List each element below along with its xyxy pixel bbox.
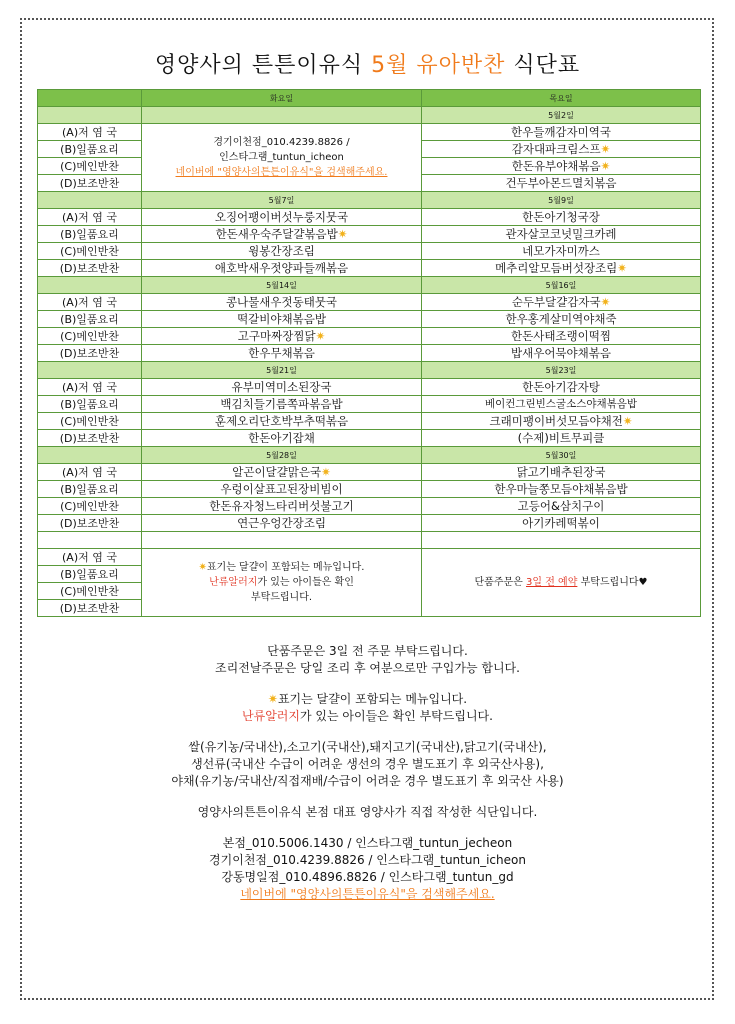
- menu-item: 윙봉간장조림: [142, 243, 422, 260]
- menu-item: 한우홍게살미역야채죽: [422, 311, 701, 328]
- table-row: (B)일품요리 한돈새우숙주달걀볶음밥✷ 관자살코코넛밀크카레: [38, 226, 701, 243]
- menu-item: 고등어&삼치구이: [422, 498, 701, 515]
- table-row: (A)저 염 국 ✷표기는 달걀이 포함되는 메뉴입니다. 난류알러지가 있는 아이들은 확인 부탁드립니다. 단품주문은 3일 전 예약 부탁드립니다♥: [38, 549, 701, 566]
- table-row: (B)일품요리 우렁이살표고된장비빔이 한우마늘쫑모듬야채볶음밥: [38, 481, 701, 498]
- egg-star-icon: ✷: [337, 226, 348, 241]
- menu-item: 베이컨그린빈스굴소스야채볶음밥: [422, 396, 701, 413]
- menu-item: 닭고기배추된장국: [422, 464, 701, 481]
- table-row: (D)보조반찬 연근우엉간장조림 아기카레떡볶이: [38, 515, 701, 532]
- date-row: 5월7일 5월9일: [38, 192, 701, 209]
- menu-item: 크래미팽이버섯모듬야채전✷: [422, 413, 701, 430]
- title-suffix: 식단표: [513, 53, 581, 78]
- table-row: (C)메인반찬 윙봉간장조림 네모가자미까스: [38, 243, 701, 260]
- date-row: [38, 107, 701, 124]
- origin-line: 생선류(국내산 수급이 어려운 생선의 경우 별도표기 후 외국산사용),: [191, 757, 544, 771]
- title-prefix: 영양사의 튼튼이유식: [154, 53, 364, 78]
- menu-item: 한돈아기감자탕: [422, 379, 701, 396]
- table-row: (A)저 염 국 콩나물새우젓동태뭇국 순두부달걀감자국✷: [38, 294, 701, 311]
- menu-item: 한우마늘쫑모듬야채볶음밥: [422, 481, 701, 498]
- branch-phone: 경기이천점_010.4239.8826 /: [213, 137, 350, 148]
- egg-star-icon: ✷: [315, 328, 326, 343]
- table-row: (D)보조반찬 한돈아기잡채 (수제)비트무피클: [38, 430, 701, 447]
- egg-star-icon: ✷: [600, 141, 611, 156]
- menu-item: 한돈아기청국장: [422, 209, 701, 226]
- menu-item: 밥새우어묵야채볶음: [422, 345, 701, 362]
- egg-star-icon: ✷: [600, 158, 611, 173]
- page-title: [0, 48, 735, 79]
- menu-item: 떡갈비야채볶음밥: [142, 311, 422, 328]
- menu-item: 고구마짜장찜닭✷: [142, 328, 422, 345]
- table-row: (C)메인반찬 한돈유자청느타리버섯불고기 고등어&삼치구이: [38, 498, 701, 515]
- egg-star-icon: ✷: [622, 413, 633, 428]
- header-row: [38, 90, 701, 107]
- date-row: 5월28일 5월30일: [38, 447, 701, 464]
- table-row: (C)메인반찬 한돈유부야채볶음✷: [38, 158, 701, 175]
- spacer-row: [38, 532, 701, 549]
- origin-line: 쌀(유기농/국내산),소고기(국내산),돼지고기(국내산),닭고기(국내산),: [188, 740, 547, 754]
- header-thu: 목요일: [422, 90, 701, 107]
- menu-item: 한돈유부야채볶음✷: [422, 158, 701, 175]
- branch-line: 경기이천점_010.4239.8826 / 인스타그램_tuntun_icheon: [209, 853, 526, 867]
- table-row: (B)일품요리 백김치들기름쪽파볶음밥 베이컨그린빈스굴소스야채볶음밥: [38, 396, 701, 413]
- menu-item: 한우들깨감자미역국: [422, 124, 701, 141]
- date-tue: [142, 107, 422, 124]
- table-row: [38, 124, 701, 141]
- menu-item: 관자살코코넛밀크카레: [422, 226, 701, 243]
- branch-line: 강동명일점_010.4896.8826 / 인스타그램_tuntun_gd: [221, 870, 514, 884]
- heart-icon: ♥: [638, 577, 648, 588]
- branch-info-cell: [142, 124, 422, 192]
- egg-star-icon: ✷: [600, 294, 611, 309]
- table-row: (C)메인반찬 훈제오리단호박부추떡볶음 크래미팽이버섯모듬야채전✷: [38, 413, 701, 430]
- menu-item: 백김치들기름쪽파볶음밥: [142, 396, 422, 413]
- menu-item: 콩나물새우젓동태뭇국: [142, 294, 422, 311]
- order-note-cell: 단품주문은 3일 전 예약 부탁드립니다♥: [422, 549, 701, 617]
- table-row: (D)보조반찬: [38, 600, 701, 617]
- menu-table: [37, 89, 701, 617]
- menu-item: 아기카레떡볶이: [422, 515, 701, 532]
- table-row: (C)메인반찬 고구마짜장찜닭✷ 한돈사태조랭이떡찜: [38, 328, 701, 345]
- menu-item: 한돈사태조랭이떡찜: [422, 328, 701, 345]
- header-blank: [38, 90, 142, 107]
- menu-item: 훈제오리단호박부추떡볶음: [142, 413, 422, 430]
- menu-item: 애호박새우젓양파들깨볶음: [142, 260, 422, 277]
- table-row: (B)일품요리: [38, 566, 701, 583]
- table-row: (C)메인반찬: [38, 583, 701, 600]
- menu-item: 메추리알모듬버섯장조림✷: [422, 260, 701, 277]
- table-row: (B)일품요리 감자대파크림스프✷: [38, 141, 701, 158]
- menu-item: 한돈새우숙주달걀볶음밥✷: [142, 226, 422, 243]
- branch-insta: 인스타그램_tuntun_icheon: [219, 152, 344, 163]
- origin-line: 야채(유기농/국내산/직접재배/수급이 어려운 경우 별도표기 후 외국산 사용): [171, 774, 564, 788]
- header-tue: 화요일: [142, 90, 422, 107]
- menu-item: (수제)비트무피클: [422, 430, 701, 447]
- egg-star-icon: ✷: [321, 464, 331, 479]
- menu-item: 오징어팽이버섯누룽지뭇국: [142, 209, 422, 226]
- table-row: (A)저 염 국 오징어팽이버섯누룽지뭇국 한돈아기청국장: [38, 209, 701, 226]
- menu-item: 연근우엉간장조림: [142, 515, 422, 532]
- menu-item: 순두부달걀감자국✷: [422, 294, 701, 311]
- branch-line: 본점_010.5006.1430 / 인스타그램_tuntun_jecheon: [222, 836, 513, 850]
- menu-item: 알곤이달걀맑은국✷: [142, 464, 422, 481]
- menu-item: 한돈아기잡채: [142, 430, 422, 447]
- menu-item: 유부미역미소된장국: [142, 379, 422, 396]
- allergy-word: 난류알러지: [209, 577, 258, 588]
- naver-search-note: 네이버에 "영양사의튼튼이유식"을 검색해주세요.: [175, 167, 388, 178]
- table-row: (D)보조반찬 한우무채볶음 밥새우어묵야채볶음: [38, 345, 701, 362]
- naver-search-note: 네이버에 "영양사의튼튼이유식"을 검색해주세요.: [240, 887, 495, 901]
- menu-item: 건두부아몬드멸치볶음: [422, 175, 701, 192]
- egg-star-icon: ✷: [617, 260, 627, 275]
- table-row: (B)일품요리 떡갈비야채볶음밥 한우홍게살미역야채죽: [38, 311, 701, 328]
- date-thu: 5월2일: [422, 107, 701, 124]
- table-row: (A)저 염 국 유부미역미소된장국 한돈아기감자탕: [38, 379, 701, 396]
- row-label: (A)저 염 국: [38, 124, 142, 141]
- menu-item: 한돈유자청느타리버섯불고기: [142, 498, 422, 515]
- date-row: 5월21일 5월23일: [38, 362, 701, 379]
- table-row: (A)저 염 국 알곤이달걀맑은국✷ 닭고기배추된장국: [38, 464, 701, 481]
- egg-star-icon: ✷: [267, 692, 278, 706]
- table-row: (D)보조반찬 건두부아몬드멸치볶음: [38, 175, 701, 192]
- menu-item: 우렁이살표고된장비빔이: [142, 481, 422, 498]
- reserve-note: 3일 전 예약: [526, 577, 578, 588]
- menu-item: 네모가자미까스: [422, 243, 701, 260]
- written-note: 영양사의튼튼이유식 본점 대표 영양사가 직접 작성한 식단입니다.: [197, 805, 538, 819]
- egg-note-cell: ✷표기는 달걀이 포함되는 메뉴입니다. 난류알러지가 있는 아이들은 확인 부탁드립니다.: [142, 549, 422, 617]
- date-row: 5월14일 5월16일: [38, 277, 701, 294]
- egg-star-icon: ✷: [198, 562, 207, 573]
- table-row: (D)보조반찬 애호박새우젓양파들깨볶음 메추리알모듬버섯장조림✷: [38, 260, 701, 277]
- menu-item: 한우무채볶음: [142, 345, 422, 362]
- menu-item: 감자대파크림스프✷: [422, 141, 701, 158]
- allergy-word: 난류알러지: [242, 709, 300, 723]
- footer-notes: 단품주문은 3일 전 주문 부탁드립니다. 조리전날주문은 당일 조리 후 여분으로만 구입가능 합니다. ✷표기는 달걀이 포함되는 메뉴입니다. 난류알러지가 있는 아이들은 확인 부탁드립니다. 쌀(유기농/국내산),소고기(국내산),돼지고기(국내산),닭고기(국내산), 생선류(국내산 수급이 어려운 생선의 경우 별도표기 후 외국산사용), 야채(유기농/국내산/직접재배/수급이 어려운 경우 별도표기 후 외국산 사용) 영양사의튼튼이유식 본점 대표 영양사가 직접 작성한 식단입니다. 본점_010.5006.1430 / 인스타그램_tuntun_jecheon 경기이천점_010.4239.8826 / 인스타그램_tuntun_icheon 강동명일점_010.4896.8826 / 인스타그램_tuntun_gd 네이버에 "영양사의튼튼이유식"을 검색해주세요.: [0, 643, 735, 903]
- title-month: 5월 유아반찬: [371, 53, 506, 78]
